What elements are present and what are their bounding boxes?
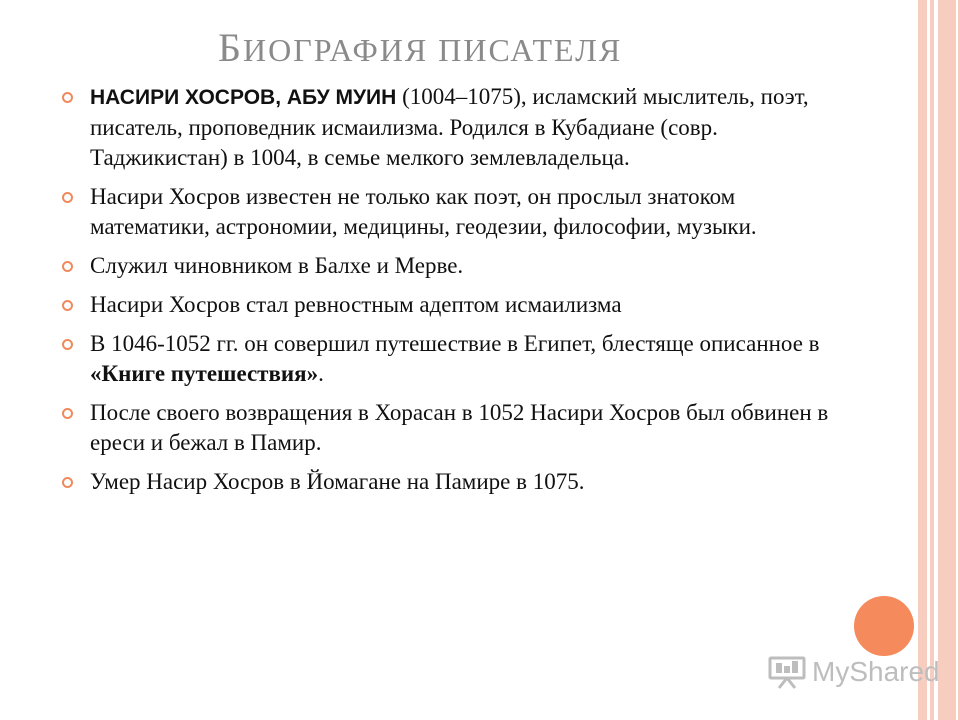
bullet-text: НАСИРИ ХОСРОВ, АБУ МУИН [90,86,397,109]
bullet-text: Насири Хосров стал ревностным адептом исмаилизма [90,292,622,317]
bullet-item [60,182,840,242]
bullet-item [60,290,840,320]
bullet-item [60,251,840,281]
watermark-logo [768,652,940,692]
bullet-text: В 1046-1052 гг. он совершил путешествие в Египет, блестяще описанное в [90,331,820,356]
watermark-text: MyShared [812,656,940,687]
bullet-circle-icon [62,477,73,488]
bullet-circle-icon [62,261,73,272]
bullet-text: Служил чиновником в Балхе и Мерве. [90,253,464,278]
bullet-circle-icon [62,92,73,103]
bullet-circle-icon [62,408,73,419]
bullet-circle-icon [62,192,73,203]
bullet-list [60,82,840,506]
bullet-text: Умер Насир Хосров в Йомагане на Памире в 1075. [90,469,585,494]
bullet-item [60,467,840,497]
bullet-text: Насири Хосров известен не только как поэт, он прослыл знатоком математики, астрономии, медицины, геодезии, философии, музыки. [90,184,757,239]
slide-title [218,24,622,71]
bullet-circle-icon [62,300,73,311]
slide-title-rest: ИОГРАФИЯ ПИСАТЕЛЯ [242,32,623,68]
bullet-item [60,82,840,173]
decorative-circle [854,596,914,656]
bullet-text: . [318,361,324,386]
bullet-item [60,329,840,389]
bullet-item [60,398,840,458]
decorative-stripe [938,0,956,720]
bullet-circle-icon [62,339,73,350]
slide-title-initial: Б [218,25,243,70]
bullet-text: После своего возвращения в Хорасан в 1052 Насири Хосров был обвинен в ереси и бежал в Памир. [90,400,829,455]
decorative-stripe [930,0,934,720]
bullet-text: «Книге путешествия» [90,361,319,386]
presentation-board-icon [768,655,806,689]
decorative-stripe [918,0,927,720]
bullet-text: (1004–1075), исламский мыслитель, поэт, писатель, проповедник исмаилизма. Родился в Кубадиане (совр. Таджикистан) в 1004, в семье мелкого землевладельца. [90,84,809,170]
